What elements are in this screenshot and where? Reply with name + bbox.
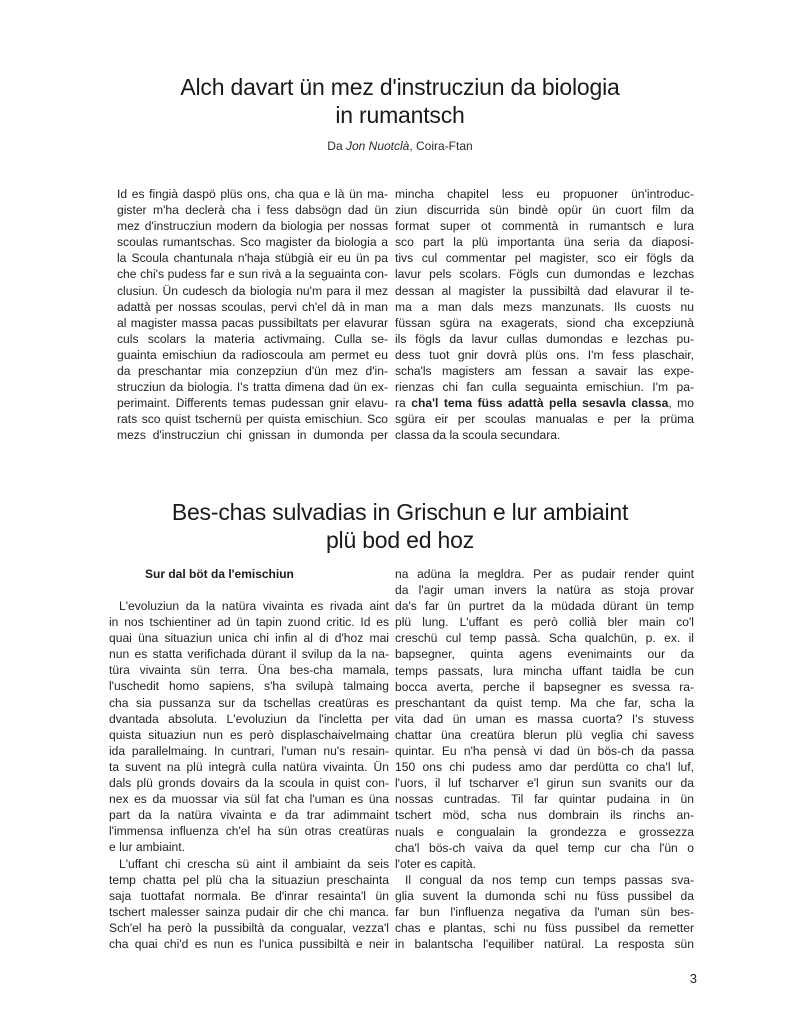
text-line: glia suvent la dumonda schi nu füss pussibel da <box>395 888 694 903</box>
text-line: ziun discurrida sün bindè opür ün cuort film da <box>395 203 694 218</box>
text-line: creschü cul temp passà. Scha qualchün, p. ex. il <box>395 631 694 646</box>
text-line: in balantscha l'equiliber natüral. La resposta sün <box>395 937 694 952</box>
text-line: nossas cuntradas. Til far quintar pudaina in ün <box>395 792 694 807</box>
text-fragment: ra <box>395 396 412 411</box>
text-line: format super ot commentà in rumantsch e lura <box>395 219 694 234</box>
text-line: adattà per nossas scoulas, pervi ch'el dà in man <box>117 299 388 314</box>
text-line: part da la natüra vivainta e da trar adimmaint <box>109 808 389 823</box>
text-line: cha'l bös-ch vaiva da quel temp cur cha l'ün o <box>395 840 694 855</box>
text-line: da l'agir uman invers la natüra as stoja provar <box>395 583 694 598</box>
text-line: preschantant da quist temp. Ma che far, scha la <box>395 695 694 710</box>
text-line: la Scoula chantunala n'haja stübgià eir eu ün pa <box>117 251 388 266</box>
text-line: cha quai chi'd es nun es l'unica pussibiltà e neir <box>109 936 389 951</box>
text-line: rienzas chi fan culla seguainta emischiun. I'm pa- <box>395 380 694 395</box>
text-line: nex es da muossar via sül fat cha l'uman es üna <box>109 792 389 807</box>
text-line: nuals e congualain la grondezza e grossezza <box>395 824 694 839</box>
text-line: ma a man dals mezs manzunats. Ils cuosts nu <box>395 299 694 314</box>
text-line: strucziun da biologia. I's tratta dimena dad ün ex- <box>117 380 388 395</box>
text-line: L'uffant chi crescha sü aint il ambiaint da seis <box>119 856 389 871</box>
text-fragment: , mo <box>668 396 694 411</box>
text-line: scha'ls magisters am fessan a savair las expe- <box>395 364 694 379</box>
text-line: quista situaziun nun es però displaschaivelmaing <box>109 727 389 742</box>
article-title <box>0 73 800 129</box>
byline <box>0 138 800 154</box>
text-line: ta suvent na plü integrà culla natüra vivainta. Ün <box>109 759 389 774</box>
text-line: scoulas rumantschas. Sco magister da biologia a <box>117 235 388 250</box>
byline-suffix: , Coira-Ftan <box>409 139 473 153</box>
text-line: dvantada absoluta. L'evoluziun da l'incletta per <box>109 711 389 726</box>
text-line: dessan al magister la pussibiltà dad elavurar il te- <box>395 283 694 298</box>
text-line: far bun l'influenza negativa da l'uman sün bes- <box>395 904 694 919</box>
text-line: bapsegner, quinta agens evenimaints our da <box>395 647 694 662</box>
text-line: chas e plantas, schi nu füss pussibel da remetter <box>395 921 694 936</box>
text-line: l'uschedit homo sapiens, s'ha svilupà talmaing <box>109 679 389 694</box>
text-line: da's far ün purtret da la müdada dürant ün temp <box>395 599 694 614</box>
text-line: in nos tschientiner ad ün tapin zuond critic. Id es <box>109 615 389 630</box>
text-line: vita dad ün uman es massa cuorta? I's stuvess <box>395 711 694 726</box>
text-line: gister m'ha declerà cha i fess dabsögn dad ün <box>117 203 388 218</box>
title-line: Bes-chas sulvadias in Grischun e lur ambiaint <box>171 499 629 525</box>
title-line: plü bod ed hoz <box>325 527 475 553</box>
article2-left-column <box>109 566 389 952</box>
text-line: quai üna situaziun unica chi infin al di d'hoz mai <box>109 631 389 646</box>
title-line: in rumantsch <box>335 102 465 128</box>
text-line: cha sia pussanza sur da tschellas creatüras es <box>109 695 389 710</box>
text-line: 150 ons chi pudess amo dar perdütta co cha'l luf, <box>395 760 694 775</box>
text-line: al magister massa pacas pussibiltats per elavurar <box>117 315 388 330</box>
text-line: quintar. Eu n'ha pensà vi dad ün bös-ch da passa <box>395 744 694 759</box>
text-line: plü lung. L'uffant es però collià bler main co'l <box>395 615 694 630</box>
text-line: mez d'instrucziun modern da biologia per nossas <box>117 219 388 234</box>
text-line: l'oter es capità. <box>395 856 476 871</box>
text-line: perimaint. Differents temas pudessan gnir elavu- <box>117 396 388 411</box>
byline-author: Jon Nuotclà <box>345 139 410 153</box>
text-line: tschert möd, scha nus dombrain ils rinchs an- <box>395 808 694 823</box>
text-line: mincha chapitel less eu propuoner ün'introduc- <box>395 187 694 201</box>
article2-right-column <box>395 566 694 952</box>
page-number: 3 <box>689 971 697 986</box>
text-line: tschert malesser sainza pudair dir che chi manca. <box>109 904 389 919</box>
text-line: L'evoluziun da la natüra vivainta es rivada aint <box>119 599 389 613</box>
text-line: temp chatta pel plü cha la situaziun preschainta <box>109 872 389 887</box>
text-line: füssan sgüra na exagerats, siond cha excepziunà <box>395 315 694 330</box>
title-line: Alch davart ün mez d'instrucziun da biologia <box>180 74 620 100</box>
text-line: sco part la plü importanta üna seria da diaposi- <box>395 235 694 250</box>
text-line: Id es fingià daspö plüs ons, cha qua e là ün ma- <box>117 187 388 201</box>
text-line: l'uors, il luf tscharver e'l girun sun svanits our da <box>395 776 694 791</box>
text-line: temps passats, lura mincha uffant taidla be cun <box>395 663 694 678</box>
byline-prefix: Da <box>327 139 346 153</box>
text-line: guainta emischiun da radioscoula am permet eu <box>117 347 388 362</box>
text-line: tivs cul commentar pel magister, sco eir fögls da <box>395 251 694 266</box>
text-line: clusiun. Ün cudesch da biologia nu'm para il mez <box>117 283 388 298</box>
article1-right-column <box>395 186 694 444</box>
text-line: classa da la scoula secundara. <box>395 428 561 443</box>
text-line: l'immensa influenza ch'el ha sün otras creatüras <box>109 824 389 839</box>
text-line: rats sco quist tschernü per quista emischiun. Sco <box>117 412 388 427</box>
text-line: sgüra eir per scoulas manualas e per la prüma <box>395 412 694 427</box>
text-line: saja tuottafat normala. Be d'inrar resainta'l ün <box>109 888 389 903</box>
text-line: mezs d'instrucziun chi gnissan in dumonda per <box>117 428 388 443</box>
text-line-mixed <box>395 395 694 411</box>
text-line: ils fögls da lavur cullas dumondas e lezchas pu- <box>395 331 694 346</box>
text-line: dess tuot gnir dovrà plüs ons. I'm fess plaschair, <box>395 347 694 362</box>
text-line: dals plü gronds dovairs da la scoula in quist con- <box>109 776 389 791</box>
article-title <box>0 498 800 554</box>
text-line: bocca averta, perche il bapsegner es svessa ra- <box>395 679 694 694</box>
text-line: da preschantar mia conzepziun d'ün mez d'in- <box>117 364 388 379</box>
article1-left-column <box>117 186 388 444</box>
text-line: ida parallelmaing. In cuntrari, l'uman nu's resain- <box>109 743 389 758</box>
text-line: nun es statta verifichada dürant il svilup da la na- <box>109 647 389 662</box>
text-line: chattar üna creatüra blerun plü veglia chi savess <box>395 727 694 742</box>
text-line: lavur pels scolars. Fögls cun dumondas e lezchas <box>395 267 694 282</box>
text-line: Il congual da nos temp cun temps passas sva- <box>405 872 694 887</box>
text-line: na adüna la megldra. Per as pudair render quint <box>395 567 694 581</box>
text-line: Sch'el ha però la pussibiltà da congualar, vezza'l <box>109 920 389 935</box>
text-line: türa vivainta sün terra. Üna bes-cha mamala, <box>109 663 389 678</box>
text-line: che chi's pudess far e sun rivà a la seguainta con- <box>117 267 388 282</box>
section-subheading: Sur dal böt da l'emischiun <box>145 567 294 581</box>
text-line: culs scolars la materia activmaing. Culla se- <box>117 331 388 346</box>
emphasized-text: cha'l tema füss adattà pella sesavla classa <box>411 396 669 411</box>
text-line: e lur ambiaint. <box>109 840 185 855</box>
